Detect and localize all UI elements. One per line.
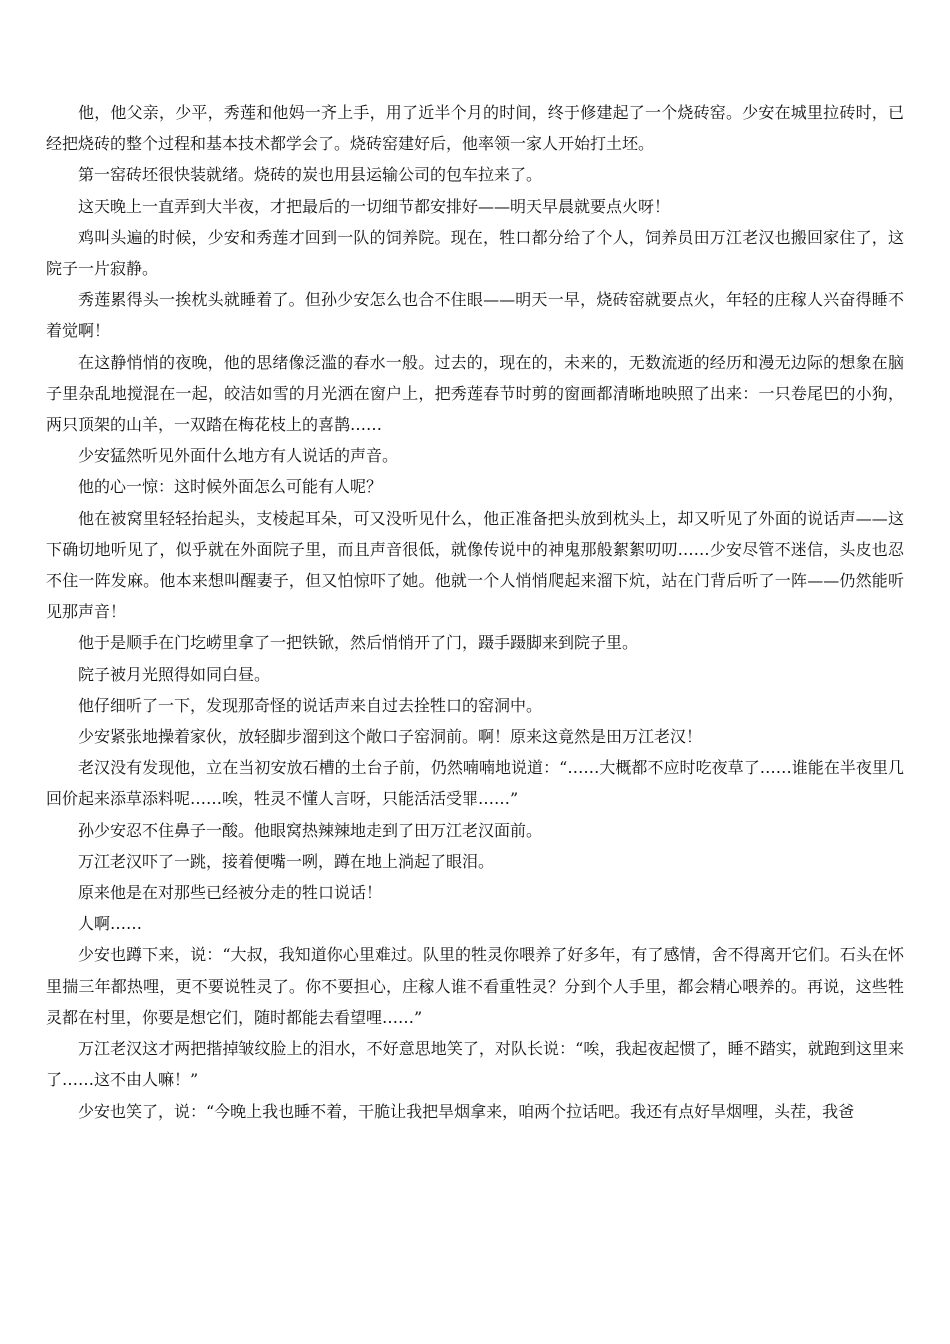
paragraph: 人啊……: [78, 914, 143, 934]
paragraph: 鸡叫头遍的时候，少安和秀莲才回到一队的饲养院。现在，牲口都分给了个人，饲养员田万江老汉也搬回家住了，这院子一片寂静。: [46, 227, 904, 279]
paragraph: 在这静悄悄的夜晚，他的思绪像泛滥的春水一般。过去的，现在的，未来的，无数流逝的经历和漫无边际的想象在脑子里杂乱地搅混在一起，皎洁如雪的月光洒在窗户上，把秀莲春节时剪的窗画都清晰地映照了出来：一只卷尾巴的小狗，两只顶架的山羊，一双踏在梅花枝上的喜鹊……: [46, 352, 904, 435]
paragraph: 孙少安忍不住鼻子一酸。他眼窝热辣辣地走到了田万江老汉面前。: [78, 820, 543, 840]
paragraph: 他的心一惊：这时候外面怎么可能有人呢？: [78, 477, 383, 497]
paragraph: 他在被窝里轻轻抬起头，支棱起耳朵，可又没听见什么，他正准备把头放到枕头上，却又听见了外面的说话声——这下确切地听见了，似乎就在外面院子里，而且声音很低，就像传说中的神鬼那般絮絮叨叨……少安尽管不迷信，头皮也忍不住一阵发麻。他本来想叫醒妻子，但又怕惊吓了她。他就一个人悄悄爬起来溜下炕，站在门背后听了一阵——仍然能听见那声音！: [46, 508, 904, 622]
paragraph: 少安也蹲下来，说：“大叔，我知道你心里难过。队里的牲灵你喂养了好多年，有了感情，舍不得离开它们。石头在怀里揣三年都热哩，更不要说牲灵了。你不要担心，庄稼人谁不看重牲灵？分到个人手里，都会精心喂养的。再说，这些牲灵都在村里，你要是想它们，随时都能去看望哩……”: [46, 945, 904, 1027]
paragraph: 万江老汉吓了一跳，接着便嘴一咧，蹲在地上淌起了眼泪。: [78, 851, 495, 871]
paragraph: 少安也笑了，说：“今晚上我也睡不着，干脆让我把旱烟拿来，咱两个拉话吧。我还有点好旱烟哩，头茬，我爸: [78, 1101, 855, 1121]
document-page: [46, 97, 904, 1127]
paragraph: 这天晚上一直弄到大半夜，才把最后的一切细节都安排好——明天早晨就要点火呀！: [78, 196, 671, 216]
paragraph: 少安紧张地操着家伙，放轻脚步溜到这个敞口子窑洞前。啊！原来这竟然是田万江老汉！: [78, 727, 703, 747]
paragraph: 秀莲累得头一挨枕头就睡着了。但孙少安怎么也合不住眼——明天一早，烧砖窑就要点火，年轻的庄稼人兴奋得睡不着觉啊！: [46, 290, 904, 341]
paragraph: 院子被月光照得如同白昼。: [78, 664, 271, 684]
paragraph: 老汉没有发现他，立在当初安放石槽的土台子前，仍然喃喃地说道：“……大概都不应时吃夜草了……谁能在半夜里几回价起来添草添料呢……唉，牲灵不懂人言呀，只能活活受罪……”: [46, 758, 904, 809]
paragraph: 第一窑砖坯很快装就绪。烧砖的炭也用县运输公司的包车拉来了。: [78, 165, 543, 185]
paragraph: 他于是顺手在门圪崂里拿了一把铁锨，然后悄悄开了门，蹑手蹑脚来到院子里。: [78, 633, 639, 653]
paragraph: 万江老汉这才两把揩掉皱纹脸上的泪水，不好意思地笑了，对队长说：“唉，我起夜起惯了，睡不踏实，就跑到这里来了……这不由人嘛！”: [46, 1039, 904, 1090]
paragraph: 他仔细听了一下，发现那奇怪的说话声来自过去拴牲口的窑洞中。: [78, 695, 543, 715]
paragraph: 少安猛然听见外面什么地方有人说话的声音。: [78, 446, 399, 466]
paragraph: 他，他父亲，少平，秀莲和他妈一齐上手，用了近半个月的时间，终于修建起了一个烧砖窑。少安在城里拉砖时，已经把烧砖的整个过程和基本技术都学会了。烧砖窑建好后，他率领一家人开始打土坯。: [46, 103, 904, 154]
paragraph: 原来他是在对那些已经被分走的牲口说话！: [78, 883, 383, 903]
